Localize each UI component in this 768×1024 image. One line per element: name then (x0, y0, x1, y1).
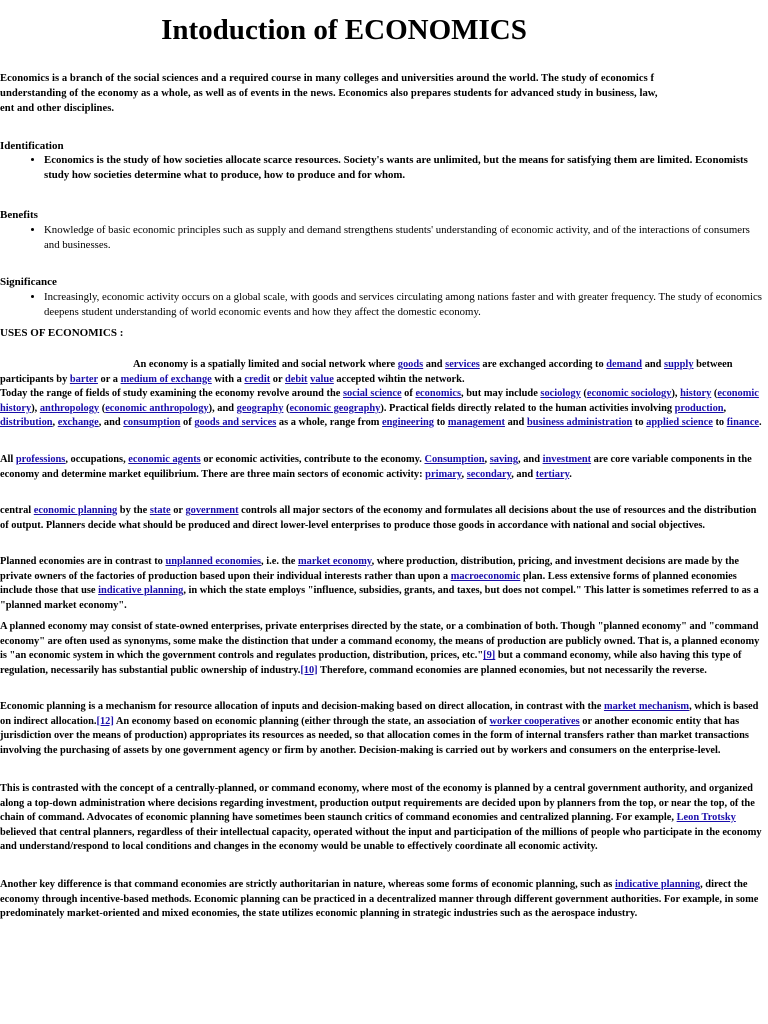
link-medium-of-exchange[interactable]: medium of exchange (120, 373, 212, 385)
link-macroeconomic[interactable]: macroeconomic (450, 570, 521, 582)
link-state[interactable]: state (149, 505, 171, 516)
list-item: • Economics is the study of how societies allocate scarce resources. Society's wants are unlimited, but the means for satisfying them are limited. Economists study how societies determine what to produce, how to produce and for whom. (44, 153, 768, 183)
link-economic-sociology[interactable]: economic sociology (586, 388, 672, 400)
link-economic-agents[interactable]: economic agents (128, 454, 201, 465)
link-history[interactable]: history (680, 388, 712, 400)
link-ref-10[interactable]: [10] (300, 664, 318, 676)
link-supply[interactable]: supply (664, 359, 694, 370)
allocation-paragraph: Economic planning is a mechanism for resource allocation of inputs and decision-making based on direct allocation, in contrast with the market mechanism, which is based on indirect allocation.[12] An economy based on economic planning (either through the state, an association of worker cooperatives or another economic entity that has jurisdiction over the means of production) appropriates its resources as needed, so that allocation comes in the form of internal transfers rather than market transactions involving the purchasing of assets by one government agency or firm by another. Decision-making is carried out by workers and consumers on the enterprise-level. (0, 701, 759, 756)
link-ref-12[interactable]: [12] (96, 715, 114, 727)
link-distribution[interactable]: distribution (0, 417, 53, 429)
link-market-economy[interactable]: market economy (297, 556, 372, 567)
link-social-science[interactable]: social science (343, 388, 402, 400)
link-sociology[interactable]: sociology (540, 388, 581, 400)
link-goods-and-services[interactable]: goods and services (194, 417, 277, 429)
link-applied-science[interactable]: applied science (646, 417, 713, 429)
link-primary[interactable]: primary (425, 468, 462, 480)
link-credit[interactable]: credit (244, 373, 271, 385)
link-geography[interactable]: geography (236, 402, 284, 414)
significance-heading: Significance (0, 276, 57, 288)
link-anthropology[interactable]: anthropology (39, 402, 100, 414)
link-saving[interactable]: saving (489, 454, 519, 465)
link-consumption[interactable]: consumption (123, 417, 181, 429)
link-worker-cooperatives[interactable]: worker cooperatives (489, 715, 580, 727)
link-economics[interactable]: economics (415, 388, 462, 400)
link-professions[interactable]: professions (15, 454, 66, 465)
link-economic-planning[interactable]: economic planning (33, 505, 118, 516)
link-indicative-planning[interactable]: indicative planning (98, 585, 184, 597)
central-planning-paragraph: This is contrasted with the concept of a centrally-planned, or command economy, where most of the economy is planned by a central government authority, and organized along a top-down administration where decisions regarding investment, production output requirements are decided upon by planners from the top, or near the top, of the chain of command. Advocates of economic planning have sometimes been staunch critics of command economies and centralized planning. For example, Leon Trotsky believed that central planners, regardless of their intellectual capacity, operated without the input and participation of the millions of people who participate in the economy and understand/respond to local conditions and changes in the economy would be unable to effectively coordinate all economic activity. (0, 783, 762, 853)
link-ref-9[interactable]: [9] (483, 650, 496, 662)
link-secondary[interactable]: secondary (466, 468, 512, 480)
link-business-administration[interactable]: business administration (526, 417, 633, 429)
command-economy-paragraph: A planned economy may consist of state-owned enterprises, private enterprises directed by the state, or a combination of both. Though "planned economy" and "command economy" are often used as synonyms, some make the distinction that under a command economy, the means of production are publicly owned. That is, a planned economy is "an economic system in which the government controls and regulates production, distribution, prices, etc."[9] but a command economy, while also having this type of regulation, necessarily has substantial public ownership of industry.[10] Therefore, command economies are planned economies, but not necessarily the reverse. (0, 621, 760, 676)
significance-list (0, 290, 768, 320)
link-services[interactable]: services (445, 359, 480, 370)
intro-paragraph (0, 71, 768, 116)
link-economic-anthropology[interactable]: economic anthropology (105, 402, 209, 414)
link-finance[interactable]: finance (726, 417, 760, 429)
link-economic-history[interactable]: economic history (0, 388, 759, 414)
intro-line: ent and other disciplines. (0, 103, 115, 114)
link-market-mechanism[interactable]: market mechanism (603, 701, 690, 712)
link-leon-trotsky[interactable]: Leon Trotsky (676, 812, 736, 824)
planning-paragraph: central economic planning by the state or government controls all major sectors of the economy and formulates all decisions about the use of resources and the distribution of output. Planners decide what should be produced and direct lower-level enterprises to produce those goods in accordance with national and social objectives. (0, 505, 757, 531)
link-economic-geography[interactable]: economic geography (289, 402, 381, 414)
intro-line: Economics is a branch of the social sciences and a required course in many colleges and universities around the world. The study of economics f (0, 73, 655, 84)
identification-heading: Identification (0, 140, 64, 152)
list-item: • Knowledge of basic economic principles such as supply and demand strengthens students' understanding of economic activity, and of the interactions of consumers and businesses. (44, 223, 768, 253)
planned-economies-paragraph: Planned economies are in contrast to unplanned economies, i.e. the market economy, where production, distribution, pricing, and investment decisions are made by the private owners of the factories of production based upon their individual interests rather than upon a macroeconomic plan. Less extensive forms of planned economies include those that use indicative planning, in which the state employs "influence, subsidies, grants, and taxes, but does not compel." This latter is sometimes referred to as a "planned market economy". (0, 556, 759, 611)
link-government[interactable]: government (185, 505, 239, 516)
benefits-heading: Benefits (0, 209, 38, 221)
intro-line: understanding of the economy as a whole, as well as of events in the news. Economics also prepares students for advanced study in business, law, (0, 88, 658, 99)
link-tertiary[interactable]: tertiary (535, 468, 570, 480)
list-item: • Increasingly, economic activity occurs on a global scale, with goods and services circulating among nations faster and with greater frequency. The study of economics deepens student understanding of world economic events and how they affect the domestic economy. (44, 290, 768, 320)
link-engineering[interactable]: engineering (382, 417, 434, 429)
uses-heading: USES OF ECONOMICS : (0, 327, 124, 339)
link-production[interactable]: production (674, 402, 724, 414)
benefits-list (0, 223, 768, 253)
link-demand[interactable]: demand (606, 359, 643, 370)
link-consumption[interactable]: Consumption (424, 454, 485, 465)
link-unplanned-economies[interactable]: unplanned economies (165, 556, 262, 567)
authoritarian-paragraph: Another key difference is that command economies are strictly authoritarian in nature, whereas some forms of economic planning, such as indicative planning, direct the economy through incentive-based methods. Economic planning can be practiced in a decentralized manner through different government authorities. For example, in some predominately market-oriented and mixed economies, the state utilizes economic planning in strategic industries such as the aerospace industry. (0, 879, 759, 920)
link-indicative-planning[interactable]: indicative planning (614, 879, 701, 890)
identification-list (0, 153, 768, 183)
link-management[interactable]: management (447, 417, 505, 429)
page-title: Intoduction of ECONOMICS (161, 14, 527, 46)
link-exchange[interactable]: exchange (57, 417, 99, 429)
link-debit[interactable]: debit (285, 373, 308, 385)
link-value[interactable]: value (310, 373, 334, 385)
link-investment[interactable]: investment (542, 454, 592, 465)
economy-paragraph: An economy is a spatially limited and social network where goods and services are exchanged according to demand and supply between participants by barter or a medium of exchange with a credit or debit value accepted wihtin the network. Today the range of fields of study examining the economy revolve around the social science of economics, but may include sociology (economic sociology), history (economic history), anthropology (economic anthropology), and geography (economic geography). Practical fields directly related to the human activities involving production, distribution, exchange, and consumption of goods and services as a whole, range from engineering to management and business administration to applied science to finance. (0, 359, 762, 429)
link-goods[interactable]: goods (397, 359, 424, 370)
sectors-paragraph: All professions, occupations, economic agents or economic activities, contribute to the economy. Consumption, saving, and investment are core variable components in the economy and determine market equilibrium. There are three main sectors of economic activity: primary, secondary, and tertiary. (0, 454, 752, 480)
link-barter[interactable]: barter (69, 373, 98, 385)
